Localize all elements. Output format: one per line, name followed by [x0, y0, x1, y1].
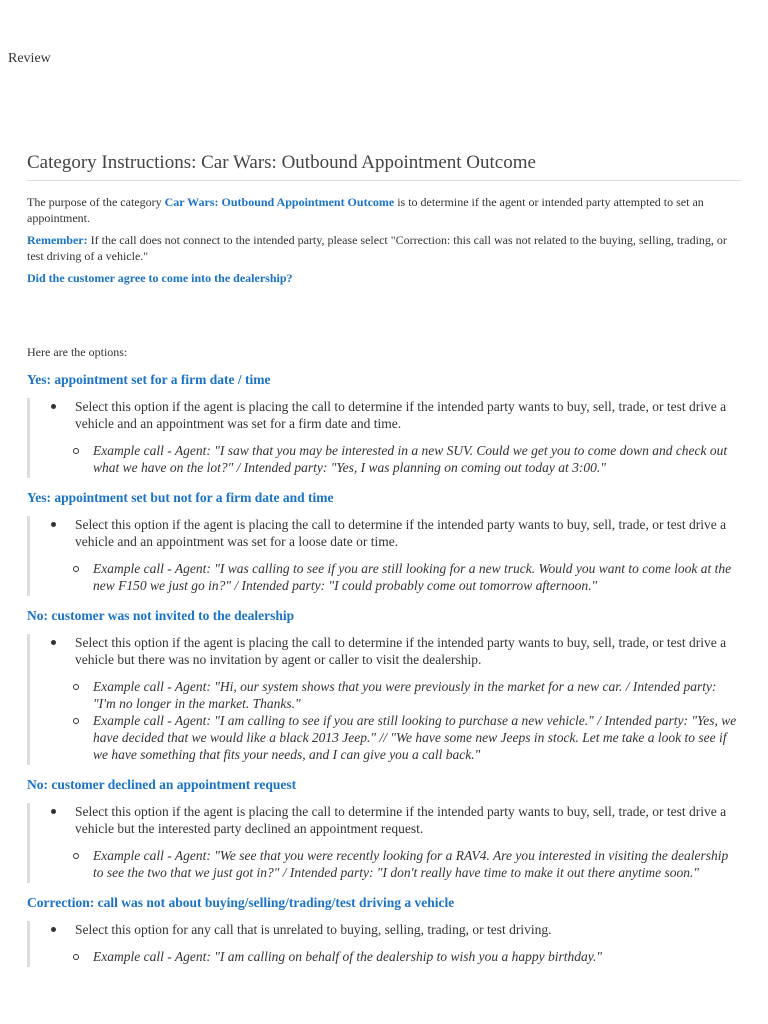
- option-block: [27, 490, 741, 596]
- intro-suffix: is to determine if the agent or intended party attempted to set an appointment.: [27, 195, 704, 225]
- option-block: [27, 372, 741, 478]
- option-heading: No: customer was not invited to the dealership: [27, 608, 295, 623]
- option-example: Example call - Agent: "We see that you were recently looking for a RAV4. Are you interested in visiting the dealership to see the two that we just got in?" / Intended party: "I don't really have time to make it out there anytime soon.": [93, 847, 741, 881]
- option-example: Example call - Agent: "I saw that you may be interested in a new SUV. Could we get you to come down and check out what we have on the lot?" / Intended party: "Yes, I was planning on coming out today at 3:00.": [93, 442, 741, 476]
- option-heading: Yes: appointment set but not for a firm date and time: [27, 490, 334, 505]
- category-question: Did the customer agree to come into the dealership?: [27, 271, 293, 285]
- option-body: [27, 634, 741, 765]
- remember-label: Remember:: [27, 233, 88, 247]
- option-description-text: Select this option for any call that is unrelated to buying, selling, trading, or test driving.: [75, 922, 552, 937]
- option-description: [75, 634, 741, 763]
- option-description: [75, 803, 741, 881]
- remember-text: If the call does not connect to the intended party, please select "Correction: this call was not related to the buying, selling, trading, or test driving of a vehicle.": [27, 233, 727, 263]
- option-block: [27, 608, 741, 765]
- option-block: [27, 777, 741, 883]
- option-example: Example call - Agent: "Hi, our system shows that you were previously in the market for a new car. / Intended party: "I'm no longer in the market. Thanks.": [93, 678, 741, 712]
- page-title: Category Instructions: Car Wars: Outbound Appointment Outcome: [27, 152, 741, 181]
- option-body: [27, 803, 741, 883]
- option-heading: Correction: call was not about buying/selling/trading/test driving a vehicle: [27, 895, 455, 910]
- option-description-text: Select this option if the agent is placing the call to determine if the intended party wants to buy, sell, trade, or test drive a vehicle and an appointment was set for a loose date or time.: [75, 517, 727, 549]
- review-label: Review: [8, 51, 51, 66]
- option-example: Example call - Agent: "I was calling to see if you are still looking for a new truck. Would you want to come look at the new F150 we just go in?" / Intended party: "I could probably come out tomorrow afternoon.": [93, 560, 741, 594]
- option-description-text: Select this option if the agent is placing the call to determine if the intended party wants to buy, sell, trade, or test drive a vehicle but there was no invitation by agent or caller to visit the dealership.: [75, 635, 727, 667]
- option-block: [27, 895, 741, 967]
- intro-prefix: The purpose of the category: [27, 195, 165, 209]
- options-list: [27, 372, 741, 967]
- intro-category-name: Car Wars: Outbound Appointment Outcome: [164, 195, 395, 209]
- option-description: [75, 516, 741, 594]
- option-body: [27, 516, 741, 596]
- option-description: [75, 398, 741, 476]
- intro-paragraph: [27, 194, 741, 226]
- option-heading: Yes: appointment set for a firm date / time: [27, 372, 271, 387]
- remember-note: [27, 232, 741, 264]
- option-description: [75, 921, 741, 965]
- options-intro: Here are the options:: [27, 345, 128, 359]
- category-instructions: [27, 152, 741, 967]
- option-description-text: Select this option if the agent is placing the call to determine if the intended party wants to buy, sell, trade, or test drive a vehicle and an appointment was set for a firm date and time.: [75, 399, 727, 431]
- option-description-text: Select this option if the agent is placing the call to determine if the intended party wants to buy, sell, trade, or test drive a vehicle but the interested party declined an appointment request.: [75, 804, 727, 836]
- option-example: Example call - Agent: "I am calling to see if you are still looking to purchase a new vehicle." / Intended party: "Yes, we have decided that we would like a black 2013 Jeep." // "We have some new Jeeps in stock. Let me take a look to see if we have something that fits your needs, and I can give you a call back.": [93, 712, 741, 763]
- option-body: [27, 398, 741, 478]
- option-example: Example call - Agent: "I am calling on behalf of the dealership to wish you a happy birthday.": [93, 948, 741, 965]
- option-body: [27, 921, 741, 967]
- option-heading: No: customer declined an appointment request: [27, 777, 297, 792]
